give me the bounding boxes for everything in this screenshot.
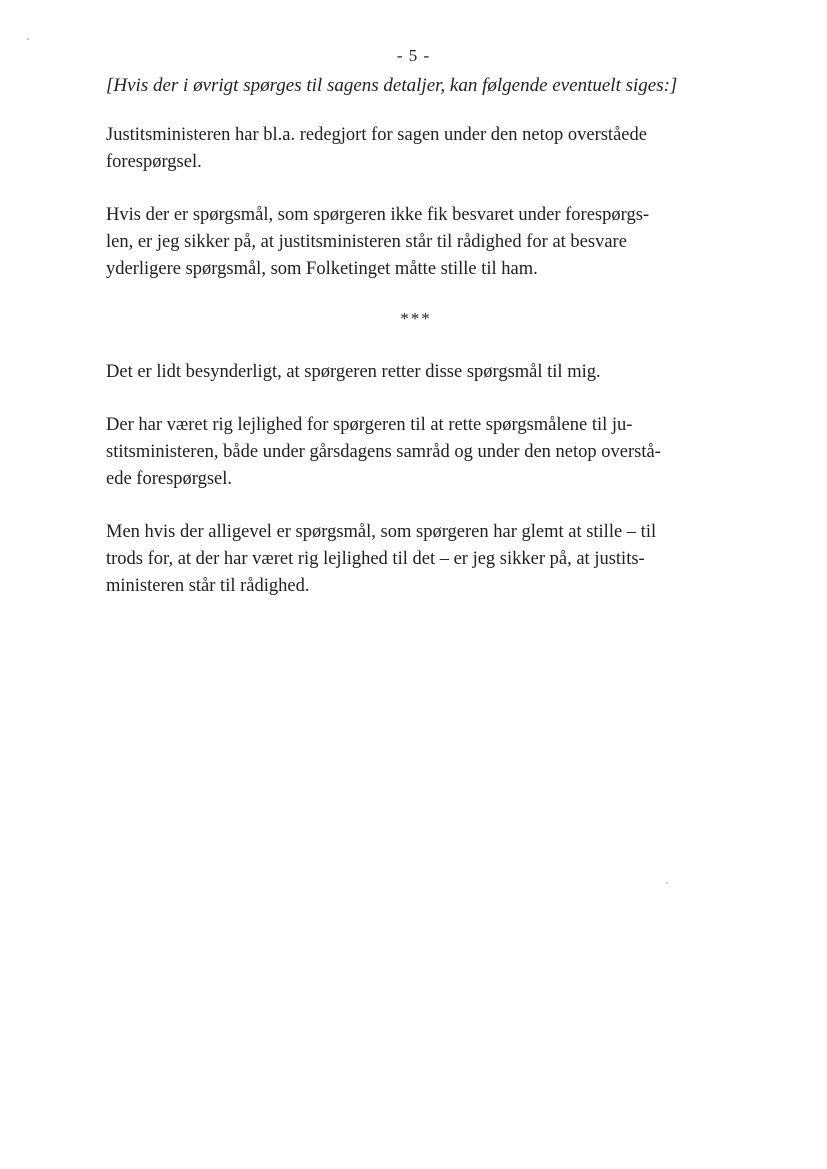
instruction-note: [Hvis der i øvrigt spørges til sagens detaljer, kan følgende eventuelt siges:] (106, 75, 678, 96)
paragraph (106, 202, 726, 283)
paragraph (106, 519, 726, 600)
paragraph-line: Men hvis der alligevel er spørgsmål, som spørgeren har glemt at stille – til (106, 522, 657, 542)
section-before-separator (106, 122, 726, 283)
paragraph-line: Justitsministeren har bl.a. redegjort for sagen under den netop overståede (106, 125, 647, 145)
paragraph (106, 412, 726, 493)
paragraph-line: Der har været rig lejlighed for spørgeren til at rette spørgsmålene til ju- (106, 415, 633, 435)
paragraph-line: Det er lidt besynderligt, at spørgeren retter disse spørgsmål til mig. (106, 362, 601, 382)
paragraph-line: Hvis der er spørgsmål, som spørgeren ikke fik besvaret under forespørgs- (106, 205, 650, 225)
section-after-separator (106, 359, 726, 600)
section-separator: *** (400, 309, 432, 328)
paragraph-line: stitsministeren, både under gårsdagens samråd og under den netop overstå- (106, 442, 661, 462)
document-body (106, 72, 726, 626)
paragraph-line: trods for, at der har været rig lejlighed til det – er jeg sikker på, at justits- (106, 549, 645, 569)
paragraph-line: ede forespørgsel. (106, 469, 233, 489)
paragraph-line: yderligere spørgsmål, som Folketinget måtte stille til ham. (106, 259, 538, 279)
paragraph-line: ministeren står til rådighed. (106, 576, 310, 596)
scan-speck (666, 882, 668, 884)
paragraph (106, 122, 726, 176)
scan-speck (27, 38, 29, 40)
page-number: - 5 - (396, 46, 431, 65)
paragraph-line: forespørgsel. (106, 152, 202, 172)
paragraph (106, 359, 726, 386)
paragraph-line: len, er jeg sikker på, at justitsministeren står til rådighed for at besvare (106, 232, 627, 252)
